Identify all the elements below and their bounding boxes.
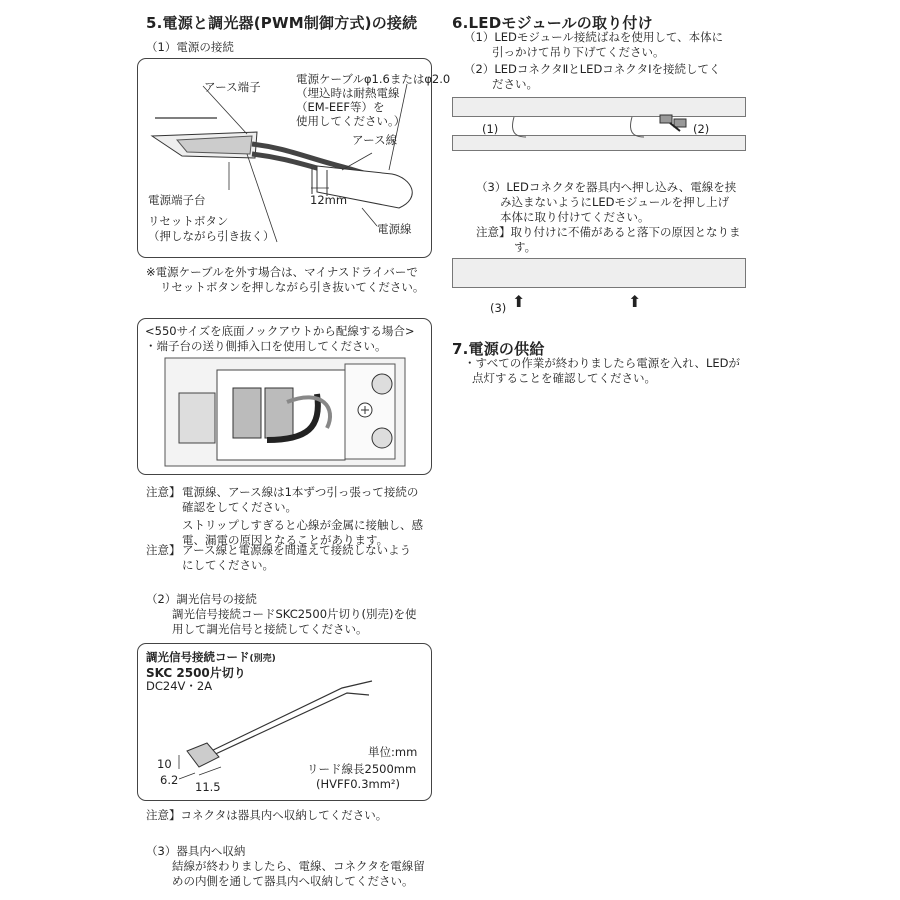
caution1-line1: 電源線、アース線は1本ずつ引っ張って接続の [182, 485, 419, 499]
figure-label-3: (3) [490, 301, 507, 315]
s7-line2: 点灯することを確認してください。 [472, 371, 656, 385]
knockout-title: <550サイズを底面ノックアウトから配線する場合> [145, 324, 415, 338]
arrow-up-icon: ⬆ [628, 292, 642, 311]
wire-spec-label: (HVFF0.3mm²) [316, 777, 401, 791]
caution2-prefix: 注意】 [146, 543, 181, 557]
unit-label: 単位:mm [368, 745, 418, 759]
s6-line1: （1）LEDモジュール接続ばねを使用して、本体に [464, 30, 724, 44]
s6-line2: 引っかけて吊り下げてください。 [492, 45, 665, 59]
subsection2-heading: （2）調光信号の接続 [146, 592, 257, 606]
terminal-block-drawing [137, 318, 432, 475]
cable-spec-line2: （埋込時は耐熱電線 [296, 86, 400, 100]
reset-button-label: リセットボタン [148, 214, 229, 228]
s6-line3: （2）LEDコネクタⅡとLEDコネクタⅠを接続してく [464, 62, 721, 76]
subsection2-line1: 調光信号接続コードSKC2500片切り(別売)を使 [172, 607, 417, 621]
lead-length-label: リード線長2500mm [307, 762, 417, 776]
caution1-line4: 電、漏電の原因となることがあります。 [182, 533, 389, 547]
knockout-instruction: ・端子台の送り側挿入口を使用してください。 [145, 339, 387, 353]
note-cable-removal-line1: ※電源ケーブルを外す場合は、マイナスドライバーで [146, 265, 418, 279]
subsection3-line1: 結線が終わりましたら、電線、コネクタを電線留 [172, 859, 425, 873]
dimming-cord-model: SKC 2500片切り [146, 666, 246, 680]
power-wire-label: 電源線 [377, 222, 412, 236]
s7-line1: ・すべての作業が終わりましたら電源を入れ、LEDが [464, 356, 740, 370]
s6-caution-line1: 注意】取り付けに不備があると落下の原因となりま [476, 225, 741, 239]
cable-spec-line3: （EM-EEF等）を [296, 100, 385, 114]
dimming-cord-title-note: (別売) [249, 654, 276, 664]
section7-heading: 7.電源の供給 [452, 340, 545, 358]
note-cable-removal-line2: リセットボタンを押しながら引き抜いてください。 [160, 280, 425, 294]
caution3: 注意】コネクタは器具内へ収納してください。 [146, 808, 388, 822]
section5-heading: 5.電源と調光器(PWM制御方式)の接続 [146, 14, 418, 32]
dimension-10: 10 [157, 757, 172, 771]
reset-button-note: （押しながら引き抜く） [148, 229, 275, 243]
caution1-line3: ストリップしすぎると心線が金属に接触し、感 [182, 518, 424, 532]
s6-line6: み込まないようにLEDモジュールを押し上げ [500, 195, 730, 209]
subsection1-heading: （1）電源の接続 [146, 40, 234, 54]
figure-label-1: (1) [482, 122, 499, 136]
dimension-11-5: 11.5 [195, 780, 221, 794]
dimming-cord-rating: DC24V・2A [146, 679, 213, 693]
cable-spec-line1: 電源ケーブルφ1.6またはφ2.0 [296, 72, 451, 86]
earth-terminal-label: アース端子 [204, 80, 261, 94]
earth-wire-label: アース線 [352, 133, 398, 147]
cable-spec-line4: 使用してください。） [296, 114, 406, 128]
s6-line7: 本体に取り付けてください。 [500, 210, 650, 224]
caution2-line2: にしてください。 [182, 558, 274, 572]
subsection3-line2: めの内側を通して器具内へ収納してください。 [172, 874, 414, 888]
caution1-line2: 確認をしてください。 [182, 500, 297, 514]
arrow-up-icon: ⬆ [512, 292, 526, 311]
subsection3-heading: （3）器具内へ収納 [146, 844, 246, 858]
dimming-cord-title: 調光信号接続コード [146, 650, 250, 664]
s6-line4: ださい。 [492, 77, 538, 91]
s6-caution-line2: す。 [514, 240, 537, 254]
fixture-assembled [452, 258, 746, 288]
section6-heading: 6.LEDモジュールの取り付け [452, 14, 653, 32]
caution1-prefix: 注意】 [146, 485, 181, 499]
dimension-6-2: 6.2 [160, 773, 179, 787]
caution2-line1: アース線と電源線を間違えて接続しないよう [182, 543, 412, 557]
strip-length-label: 12mm [310, 193, 348, 207]
figure-label-2: (2) [693, 122, 710, 136]
subsection2-line2: 用して調光信号と接続してください。 [172, 622, 368, 636]
terminal-block-label: 電源端子台 [148, 193, 206, 207]
s6-line5: （3）LEDコネクタを器具内へ押し込み、電線を挟 [476, 180, 737, 194]
